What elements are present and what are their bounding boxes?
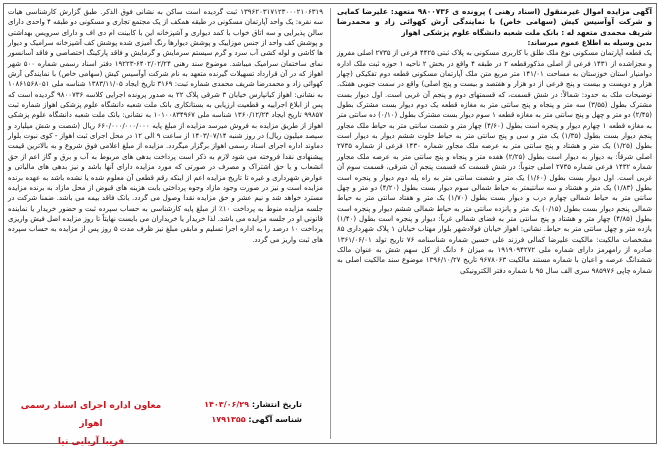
signature-title: معاون اداره اجرای اسناد رسمی اهواز xyxy=(20,401,162,429)
publish-date-row xyxy=(172,397,302,412)
publish-date-label: تاریخ انتشار: xyxy=(251,400,302,409)
auction-notice xyxy=(3,3,657,447)
notice-footer xyxy=(4,387,656,447)
notice-column-right xyxy=(333,4,656,443)
column-divider xyxy=(330,8,331,439)
notice-id-value: ۱۷۹۱۳۵۵ xyxy=(211,415,246,424)
notice-id-label: شناسه آگهی: xyxy=(248,415,302,424)
notice-intro: بدین وسیله به اطلاع عموم میرساند: xyxy=(527,39,652,48)
notice-column-left xyxy=(4,4,327,443)
notice-title: آگهی مزایده اموال غیرمنقول (اسناد رهنی ) پرونده ی ۹۸۰۰۷۳۶ متعهد: علیرضا کمایی و شرکت آوآسیس کیش (سهامی خاص) با نمایندگی آرش کهوائی زاد و محمدرضا شریف محمدی متعهد له : بانک ملت شعبه دانشگاه علوم پزشکی اهواز xyxy=(337,7,652,37)
signature-block xyxy=(16,397,166,451)
publication-meta xyxy=(172,397,302,427)
property-description: یک قطعه آپارتمان مسکونی نوع ملک طلق با کاربری مسکونی به پلاک ثبتی ۴۴۲۵ فرعی از ۲۷۳۵ اصلی مفروز و مجزاشده از ۱۴۳۱ فرعی از اصلی مذکورقطعه ۲ در طبقه ۴ واقع در بخش ۲ ناحیه ۱ حوزه ثبت ملک اداره دوامنیار استان خوزستان به مساحت ۱۴۱/۰۱ متر مربع متن ملک آپارتمان مسکونی قطعه دوم تفکیکی (چهار هزار و دویست و بیست و پنج فرعی از دو هزار و هفتصد و بیست و پنج اصلی) واقع در سمت جنوبی هفتک. توضیحات ملک به حدود: شمالاً: در شش قسمت، که قسمتهای دوم و پنجم آن غربی است. اول دیوار بست مشترک بطول (۳/۵۵) سه متر و پنجاه و پنج سانتی متر به مغازه قطعه یک دوم دیوار بست مشترک بطول (۲/۴۵) دو متر و چهل و پنج سانتی متر به مغازه قطعه ۱ سوم دیوار بست مشترک بطول (۰/۱۰) ده سانتی متر به مغازه قطعه ۱ چهارم دیوار و پنجره است بطول (۴/۶۰) چهار متر و شصت سانتی متر به حیاط ملک مجاور پنجم دیوار بست بطول (۱/۳۵) یک متر و سی و پنج سانتی متر به حیاط خلوت ششم دیوار به دیوار است بطول (۱/۲۵) یک متر و هشتاد و پنج سانتی متر به عرصه ملک مجاور شماره ۱۴۳۰ فرعی از شماره ۲۷۳۵ اصلی شرقاً: به دیوار به دیوار است بطول (۲/۲۵) هفده متر و پنجاه و پنج سانتی متر به عرصه ملک مجاور شماره ۱۴۳۲ فرعی شماره ۲۷۳۵ اصلی جنوباً: در شش قسمت که قسمت پنجم آن شرقی، قسمت سوم آن غربی است. اول دیوار بست بطول (۱/۶۰) یک متر و شصت سانتی متر به راه پله دوم دیوار و پنجره است بطول (۱/۸۳) یک متر و هشتاد و سه سانتیمتر به حیاط شمالی سوم دیوار بست بطول (۴/۲۰) دو متر و چهل سانتی متر به حیاط شمالی چهارم درب و دیوار بست بطول (۱/۷۰) یک متر و هفتاد سانتی متر به حیاط شمالی پنجم دیوار بست بطول (۰/۱۵) یک متر و پانزده سانتی متر به حیاط شمالی ششم دیوار و پنجره است بطول (۴/۸۵) چهار متر و هشتاد و پنج سانتی متر به فضای شمالی غرباً: دیوار و پنجره است بطول (۱/۴۰) یازده متر و چهل سانتی متر به حیاط. نشانی: اهواز خیابان فولادشهر بلوار مهتاب خیابان ۱ پلاک شهرداری ۸۵ مشخصات مالکیت: مالکیت علیرضا کمالی فرزند علی حسین شماره شناسنامه ۷۶ تاریخ تولد ۱۳۶۱/۰۶/۰۱ صادره از رامهرمز دارای شماره ملی ۱۹۱۹۰۹۴۲۷۲ به میزان ۶ دانگ از کل سهم شش به عنوان مالک ششدانگ عرصه و اعیان با شماره مستند مالکیت ۹۶۷۸۰۶۳ تاریخ ۱۳۹۶/۱۰/۲۷ موضوع سند مالکیت اصلی به شماره چاپی ۹۸۵۹۷۶ سری الف سال ۹۵ با شماره دفتر الکترونیکی xyxy=(337,49,653,275)
notice-id-row xyxy=(172,412,302,427)
publish-date-value: ۱۴۰۳/۰۶/۲۹ xyxy=(204,400,250,409)
auction-terms: ۱۳۹۶۲۰۳۱۷۱۲۳۰۰۰۲۱۰۶۳۱۹ ثبت گردیده است ساکن به نشانی فوق الذکر. طبق گزارش کارشناسی هیات سه نفره: یک واحد آپارتمان مسکونی در طبقه همکف از یک مجتمع تجاری و مسکونی دو طبقه ۴ واحدی دارای سالن پذیرایی و سه اتاق خواب با کمد دیواری و آشپزخانه این با کابینت ام دی اف و دارای سرویس بهداشتی و پوشش کف واحد از جنس موزاییک و پوشش دیوارها رنگ آمیزی شده پوشش کف آشپزخانه سرامیک و دیوار ها کاشی و لوله کشی آب سرد و گرم سیستم سرمایش و گرمایش و فاقد پارکینگ اختصاصی و فاقد آسانسور نمای ساختمان سرامیک میباشد. موضوع سند رهنی ۶۴۰۲/۰۲/۲۴-۱۹۲۲۳ دفتر اسناد رسمی شماره ۵۰۰ شهر اهواز که در آن قرارداد تسهیلات گیرنده متعهد به نام شرکت آوآسیس کیش (سهامی خاص) با نمایندگی آرش کهوائی زاد و محمدرضا شریف محمدی شماره ثبت: ۳۱۶۹ تاریخ ایجاد ۱۳۸۳/۱۱/۰۵ شناسه ملی ۱۰۸۶۱۵۶۸۰۵۱ به نشانی: اهواز کیانپارس خیابان ۳ شرقی پلاک ۲۲ به صدور پرونده اجرایی کلاسه ۹۸۰۰۷۳۶ گردیده است که پس از ابلاغ اجراییه و قطعیت ارزیابی به بستانکاری بانک ملت شعبه دانشگاه علوم پزشکی اهواز شماره ثبت ۹۹۸۵۷ تاریخ ایجاد ۱۳۶۰/۱۲/۲۴ شناسه ملی ۱۰۱۰۰۸۳۴۹۶۷ به نشانی: بانک ملت شعبه دانشگاه علوم پزشکی اهواز از طریق مزایده به فروش میرسد مزایده از مبلغ پایه ۶۶۰/۰۰۰/۰۰۰/۰۰۰ ریال (شصت و شش میلیارد و سیصد میلیون ریال) در روز شنبه ۱۴۰۳/۰۷/۱۴ از ساعت ۹ الی ۱۲ در محل اجرای ثبت اهواز - کوی نبوت بلوار دماوند اداره اجرای اسناد رسمی اهواز برگزار میگردد. مزایده از مبلغ اعلامی فوق شروع و به بالاترین قیمت پیشنهادی نقدا فروخته می شود لازم به ذکر است پرداخت بدهی های مربوط به آب و برق و گاز اعم از حق انشعاب و یا حق اشتراک و مصرف در صورتی که مورد مزایده دارای آنها باشد و نیز بدهی های مالیاتی و عوارض شهرداری و غیره تا تاریخ مزایده اعم از اینکه رقم قطعی آن معلوم شده یا نشده باشد به عهده برنده مزایده است و نیز در صورت وجود مازاد وجوه پرداختی بابت هزینه های قبوض از محل مازاد به برنده مزایده مسترد خواهد شد و نیم عشر و حق مزایده نقدا وصول می گردد. بانک فاقد بیمه می باشد. ضمنا شرکت در جلسه مزایده منوط به پرداخت ۱۰٪ از مبلغ پایه کارشناسی به حساب سپرده ثبت و حضور خریدار یا نماینده قانونی او در جلسه مزایده می باشد. لذا خریدار یا خریداران می بایست نهایتاً تا روز مزایده اصل فیش واریزی پرداخت ۱۰ درصد را به اداره اجرا تسلیم و مابقی مبلغ نیز ظرف مدت ۵ روز پس از مزایده به حساب سپرده های ثبت واریز می گردد. xyxy=(8,8,324,244)
signature-name: فریبا آریایی نیا xyxy=(57,437,125,447)
